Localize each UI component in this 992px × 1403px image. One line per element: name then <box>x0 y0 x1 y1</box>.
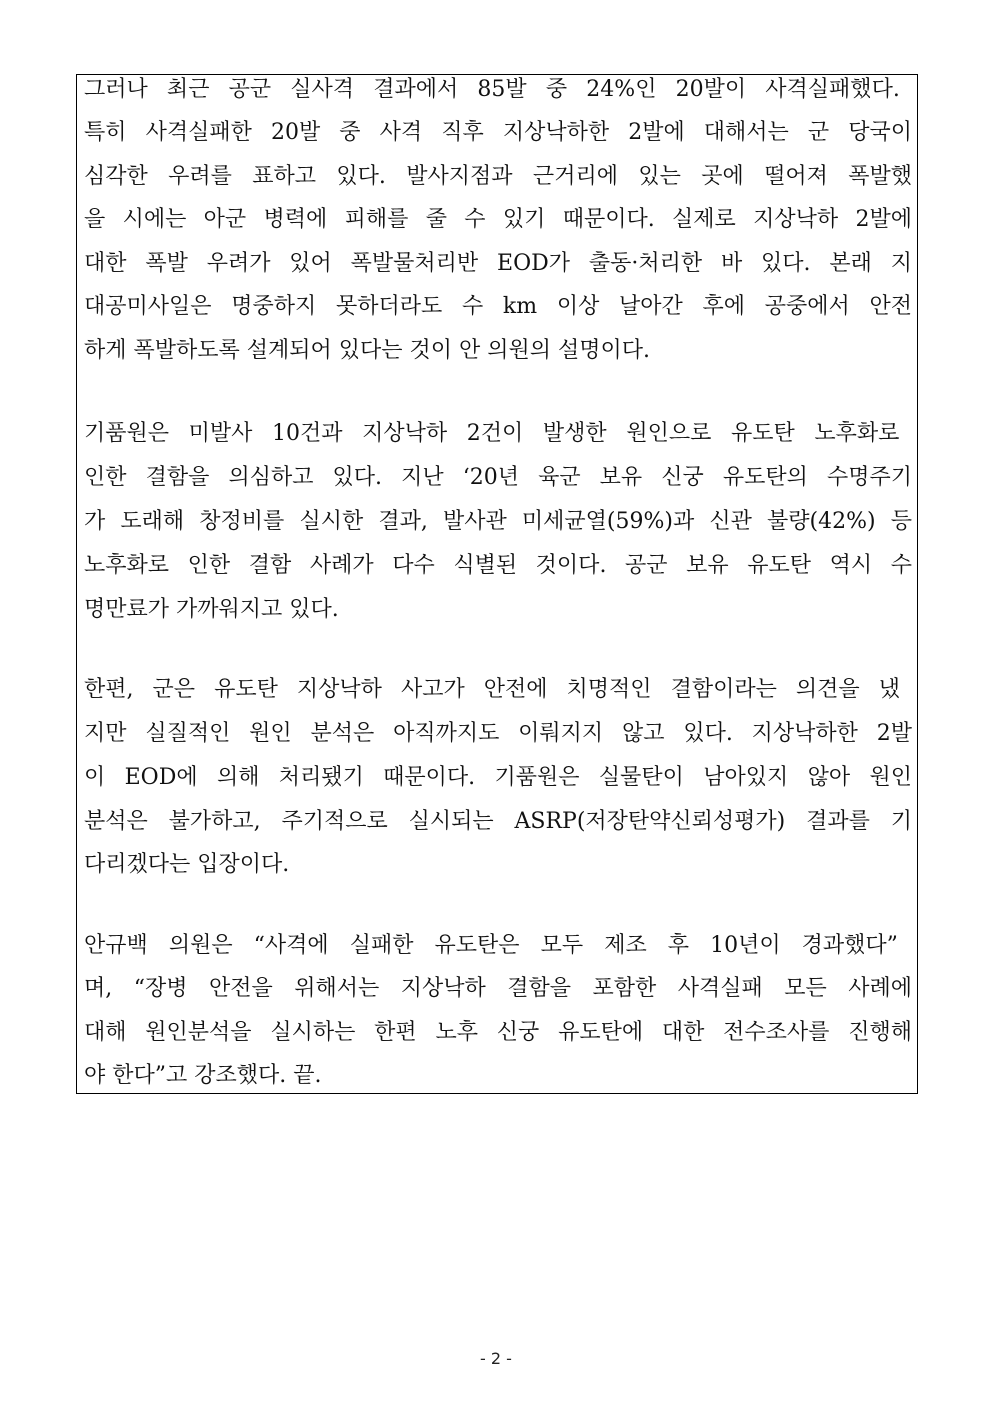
paragraph-1-line-1: 그러나 최근 공군 실사격 결과에서 85발 중 24%인 20발이 사격실패했다. <box>84 77 900 102</box>
paragraph-3-line-3: 이 EOD에 의해 처리됐기 때문이다. 기품원은 실물탄이 남아있지 않아 원인 <box>84 765 912 790</box>
paragraph-3-line-2: 지만 실질적인 원인 분석은 아직까지도 이뤄지지 않고 있다. 지상낙하한 2발 <box>84 721 912 746</box>
paragraph-4-line-3: 대해 원인분석을 실시하는 한편 노후 신궁 유도탄에 대한 전수조사를 진행해 <box>84 1020 912 1045</box>
paragraph-2-line-3: 가 도래해 창정비를 실시한 결과, 발사관 미세균열(59%)과 신관 불량(42%) 등 <box>84 509 912 534</box>
article-text-box <box>76 74 918 1094</box>
paragraph-1-line-5: 대한 폭발 우려가 있어 폭발물처리반 EOD가 출동·처리한 바 있다. 본래 지 <box>84 251 912 276</box>
paragraph-1-line-4: 을 시에는 아군 병력에 피해를 줄 수 있기 때문이다. 실제로 지상낙하 2발에 <box>84 207 912 232</box>
paragraph-2-line-5: 명만료가 가까워지고 있다. <box>84 597 339 622</box>
page-number: - 2 - <box>480 1349 512 1368</box>
paragraph-1-line-6: 대공미사일은 명중하지 못하더라도 수 km 이상 날아간 후에 공중에서 안전 <box>84 294 912 319</box>
paragraph-3-line-1: 한편, 군은 유도탄 지상낙하 사고가 안전에 치명적인 결함이라는 의견을 냈 <box>84 677 900 702</box>
paragraph-3-line-5: 다리겠다는 입장이다. <box>84 852 290 877</box>
paragraph-4-line-4: 야 한다”고 강조했다. 끝. <box>84 1063 322 1088</box>
paragraph-1-line-7: 하게 폭발하도록 설계되어 있다는 것이 안 의원의 설명이다. <box>84 338 650 363</box>
paragraph-4-line-2: 며, “장병 안전을 위해서는 지상낙하 결함을 포함한 사격실패 모든 사례에 <box>84 976 912 1001</box>
paragraph-2-line-2: 인한 결함을 의심하고 있다. 지난 ‘20년 육군 보유 신궁 유도탄의 수명주기 <box>84 465 912 490</box>
paragraph-2-line-4: 노후화로 인한 결함 사례가 다수 식별된 것이다. 공군 보유 유도탄 역시 수 <box>84 553 912 578</box>
paragraph-1-line-2: 특히 사격실패한 20발 중 사격 직후 지상낙하한 2발에 대해서는 군 당국이 <box>84 120 912 145</box>
paragraph-3-line-4: 분석은 불가하고, 주기적으로 실시되는 ASRP(저장탄약신뢰성평가) 결과를 기 <box>84 809 912 834</box>
paragraph-2-line-1: 기품원은 미발사 10건과 지상낙하 2건이 발생한 원인으로 유도탄 노후화로 <box>84 421 900 446</box>
paragraph-1-line-3: 심각한 우려를 표하고 있다. 발사지점과 근거리에 있는 곳에 떨어져 폭발했 <box>84 164 912 189</box>
paragraph-4-line-1: 안규백 의원은 “사격에 실패한 유도탄은 모두 제조 후 10년이 경과했다” <box>84 933 898 958</box>
